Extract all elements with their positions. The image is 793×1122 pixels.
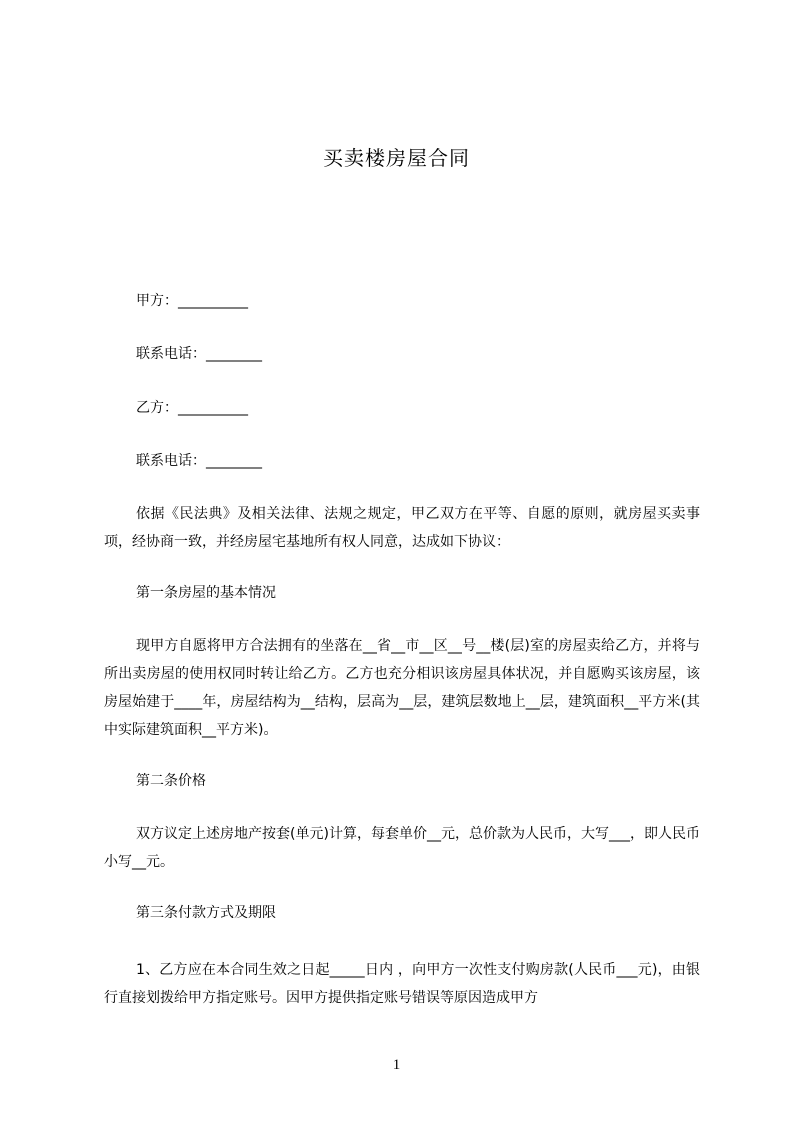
article-2-body: 双方议定上述房地产按套(单元)计算，每套单价__元，总价款为人民币，大写___，即人民币小写__元。 xyxy=(104,826,700,870)
article-3-body: 1、乙方应在本合同生效之日起_____日内 ，向甲方一次性支付购房款(人民币___元)，由银行直接划拨给甲方指定账号。因甲方提供指定账号错误等原因造成甲方 xyxy=(104,962,700,1006)
party-b-phone-field: 联系电话：________ xyxy=(136,453,262,469)
party-a-phone-field: 联系电话：________ xyxy=(136,346,262,362)
article-1-heading: 第一条房屋的基本情况 xyxy=(136,585,276,601)
page-number: 1 xyxy=(392,1057,401,1073)
article-1-body: 现甲方自愿将甲方合法拥有的坐落在__省__市__区__号__楼(层)室的房屋卖给乙方，并将与所出卖房屋的使用权同时转让给乙方。乙方也充分相识该房屋具体状况，并自愿购买该房屋，该房屋始建于____年，房屋结构为__结构，层高为__层，建筑层数地上__层，建筑面积__平方米(其中实际建筑面积__平方米)。 xyxy=(104,638,700,738)
article-2-heading: 第二条价格 xyxy=(136,773,206,789)
document-title: 买卖楼房屋合同 xyxy=(323,146,470,170)
party-a-field: 甲方：__________ xyxy=(136,293,248,309)
intro-paragraph: 依据《民法典》及相关法律、法规之规定，甲乙双方在平等、自愿的原则，就房屋买卖事项，经协商一致，并经房屋宅基地所有权人同意，达成如下协议： xyxy=(104,506,700,550)
article-3-heading: 第三条付款方式及期限 xyxy=(136,905,276,921)
party-b-field: 乙方：__________ xyxy=(136,400,248,416)
